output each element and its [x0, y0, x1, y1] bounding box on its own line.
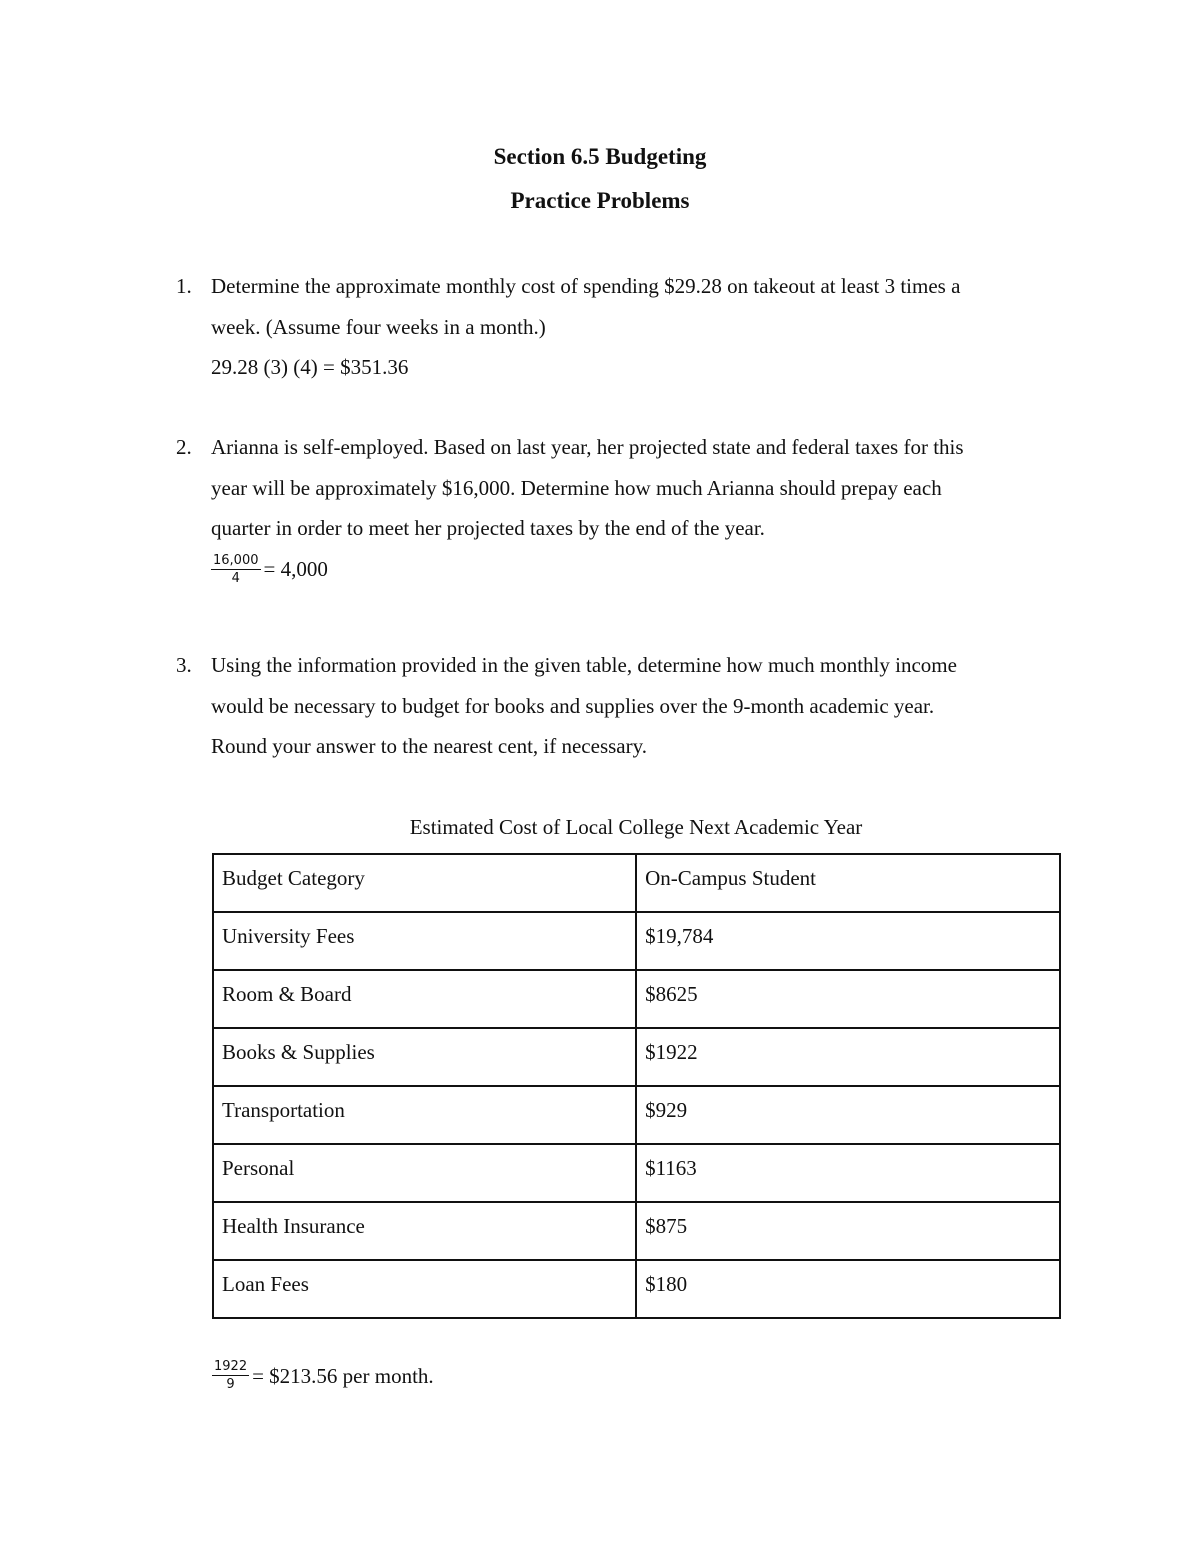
problem-text-line: would be necessary to budget for books and supplies over the 9-month academic year. — [211, 693, 935, 718]
table-row — [213, 1202, 1060, 1260]
problem-text-line: Round your answer to the nearest cent, if necessary. — [211, 734, 647, 758]
problem-body — [211, 266, 1076, 388]
answer-result: = $213.56 per month. — [252, 1363, 434, 1388]
table-header-cell: Budget Category — [213, 854, 636, 912]
problem-text-line: quarter in order to meet her projected taxes by the end of the year. — [211, 516, 765, 540]
problem-3-answer — [212, 1357, 434, 1395]
table-row — [213, 1086, 1060, 1144]
table-row — [213, 1144, 1060, 1202]
problem-text-line: week. (Assume four weeks in a month.) — [211, 314, 546, 339]
fraction-denominator: 4 — [231, 570, 240, 586]
problem-text-line: Using the information provided in the given table, determine how much monthly income — [211, 653, 957, 677]
problem-number: 3. — [176, 653, 192, 677]
table-cell-cost: $1922 — [636, 1028, 1060, 1086]
table-row — [213, 970, 1060, 1028]
answer-fraction — [212, 1360, 249, 1392]
table-cell-cost: $180 — [636, 1260, 1060, 1318]
table-cell-cost: $875 — [636, 1202, 1060, 1260]
table-cell-cost: $929 — [636, 1086, 1060, 1144]
table-caption: Estimated Cost of Local College Next Academic Year — [409, 815, 863, 839]
problem-text-line: year will be approximately $16,000. Determine how much Arianna should prepay each — [211, 475, 942, 500]
problem-number: 2. — [176, 435, 192, 459]
table-cell-category: University Fees — [213, 912, 636, 970]
problem-answer: 29.28 (3) (4) = $351.36 — [211, 355, 409, 379]
fraction-numerator: 1922 — [214, 1359, 248, 1374]
table-row — [213, 1260, 1060, 1318]
fraction-denominator: 9 — [226, 1377, 235, 1392]
cost-table — [212, 853, 1061, 1319]
table-cell-cost: $1163 — [636, 1144, 1060, 1202]
table-header-cell: On-Campus Student — [636, 854, 1060, 912]
table-cell-cost: $19,784 — [636, 912, 1060, 970]
table-cell-category: Transportation — [213, 1086, 636, 1144]
table-row — [213, 1028, 1060, 1086]
problem-body — [211, 645, 1076, 767]
table-cell-category: Personal — [213, 1144, 636, 1202]
fraction-numerator: 16,000 — [213, 552, 259, 568]
problem-body — [211, 427, 1076, 587]
table-header-row — [213, 854, 1060, 912]
table-cell-category: Loan Fees — [213, 1260, 636, 1318]
table-cell-category: Room & Board — [213, 970, 636, 1028]
problem-text-line: Arianna is self-employed. Based on last year, her projected state and federal taxes for this — [211, 435, 964, 459]
page-subtitle: Practice Problems — [510, 188, 690, 213]
table-cell-cost: $8625 — [636, 970, 1060, 1028]
table-cell-category: Health Insurance — [213, 1202, 636, 1260]
problem-number: 1. — [176, 274, 192, 298]
table-cell-category: Books & Supplies — [213, 1028, 636, 1086]
problem-answer — [211, 553, 1076, 587]
problem-text-line: Determine the approximate monthly cost of spending $29.28 on takeout at least 3 times a — [211, 274, 961, 298]
page-title: Section 6.5 Budgeting — [493, 144, 707, 169]
answer-fraction — [211, 554, 261, 586]
answer-result: = 4,000 — [263, 557, 328, 582]
table-row — [213, 912, 1060, 970]
